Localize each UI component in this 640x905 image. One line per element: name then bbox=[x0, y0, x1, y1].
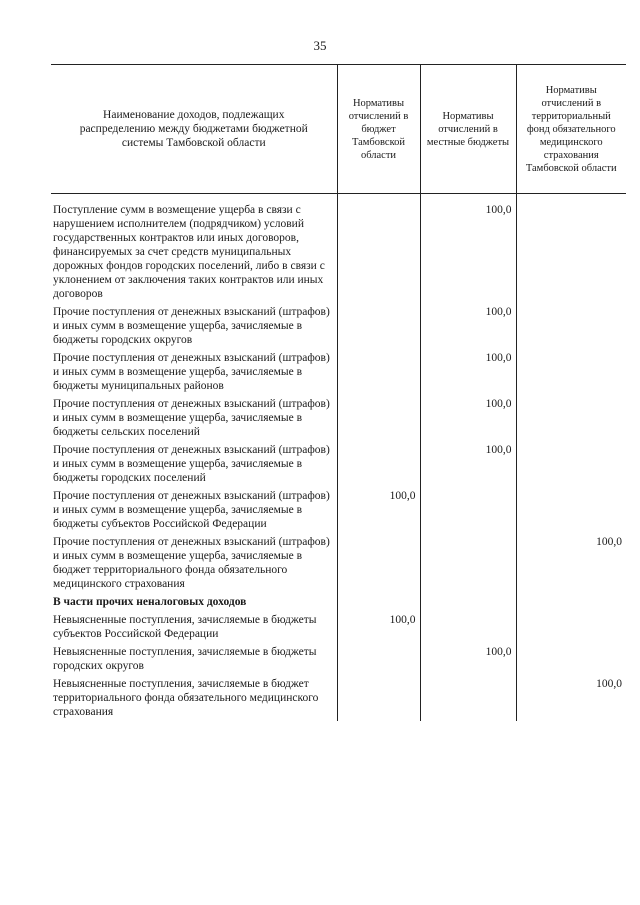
fund-norm-cell bbox=[516, 305, 626, 351]
table-row bbox=[51, 443, 626, 489]
revenue-name-cell: Невыясненные поступления, зачисляемые в бюджеты субъектов Российской Федерации bbox=[53, 614, 317, 640]
fund-norm-cell bbox=[516, 397, 626, 443]
local-norm-cell: 100,0 bbox=[420, 397, 516, 443]
revenue-name-cell: Прочие поступления от денежных взысканий (штрафов) и иных сумм в возмещение ущерба, зачисляемые в бюджет территориального фонда обязательного медицинского страхования bbox=[53, 536, 330, 590]
regional-norm-cell bbox=[337, 194, 420, 306]
regional-norm-cell bbox=[337, 645, 420, 677]
local-norm-cell: 100,0 bbox=[420, 351, 516, 397]
fund-norm-cell bbox=[516, 489, 626, 535]
fund-norm-cell bbox=[516, 351, 626, 397]
table-row bbox=[51, 194, 626, 306]
table-header bbox=[51, 65, 626, 194]
regional-norm-cell bbox=[337, 595, 420, 613]
local-norm-cell bbox=[420, 535, 516, 595]
fund-norm-cell bbox=[516, 194, 626, 306]
local-norm-cell: 100,0 bbox=[420, 443, 516, 489]
regional-norm-cell bbox=[337, 535, 420, 595]
regional-norm-cell bbox=[337, 677, 420, 721]
revenue-name-cell: Прочие поступления от денежных взысканий (штрафов) и иных сумм в возмещение ущерба, зачисляемые в бюджеты субъектов Российской Федерации bbox=[53, 490, 330, 530]
revenue-name-cell: Прочие поступления от денежных взысканий (штрафов) и иных сумм в возмещение ущерба, зачисляемые в бюджеты городских округов bbox=[53, 306, 330, 346]
table-row bbox=[51, 489, 626, 535]
revenue-norms-table bbox=[51, 64, 626, 721]
revenue-name-cell: Поступление сумм в возмещение ущерба в связи с нарушением исполнителем (подрядчиком) условий государственных контрактов или иных договоров, финансируемых за счет средств муниципальных дорожных фондов городских поселений, либо в связи с уклонением от заключения таких контрактов или иных договоров bbox=[53, 204, 325, 300]
revenue-name-cell: Прочие поступления от денежных взысканий (штрафов) и иных сумм в возмещение ущерба, зачисляемые в бюджеты сельских поселений bbox=[53, 398, 330, 438]
revenue-name-cell: Невыясненные поступления, зачисляемые в бюджет территориального фонда обязательного медицинского страхования bbox=[53, 678, 319, 718]
regional-norm-cell bbox=[337, 305, 420, 351]
table-row bbox=[51, 645, 626, 677]
header-local-budgets: Нормативы отчислений в местные бюджеты bbox=[420, 65, 516, 194]
header-row bbox=[51, 65, 626, 194]
local-norm-cell bbox=[420, 595, 516, 613]
local-norm-cell bbox=[420, 677, 516, 721]
fund-norm-cell: 100,0 bbox=[516, 677, 626, 721]
local-norm-cell: 100,0 bbox=[420, 645, 516, 677]
fund-norm-cell bbox=[516, 595, 626, 613]
local-norm-cell: 100,0 bbox=[420, 194, 516, 306]
regional-norm-cell bbox=[337, 351, 420, 397]
table-row bbox=[51, 397, 626, 443]
table-row bbox=[51, 305, 626, 351]
regional-norm-cell: 100,0 bbox=[337, 489, 420, 535]
table-row bbox=[51, 535, 626, 595]
table-body bbox=[51, 194, 626, 722]
section-row bbox=[51, 595, 626, 613]
table-row bbox=[51, 677, 626, 721]
page-number: 35 bbox=[313, 38, 327, 53]
header-medical-insurance-fund: Нормативы отчислений в территориальный фонд обязательного медицинского страхования Тамбовской области bbox=[516, 65, 626, 194]
table-row bbox=[51, 351, 626, 397]
revenue-name-cell: Прочие поступления от денежных взысканий (штрафов) и иных сумм в возмещение ущерба, зачисляемые в бюджеты городских поселений bbox=[53, 444, 330, 484]
fund-norm-cell: 100,0 bbox=[516, 535, 626, 595]
revenue-name-cell: Невыясненные поступления, зачисляемые в бюджеты городских округов bbox=[53, 646, 317, 672]
local-norm-cell: 100,0 bbox=[420, 305, 516, 351]
table-row bbox=[51, 613, 626, 645]
fund-norm-cell bbox=[516, 645, 626, 677]
section-heading: В части прочих неналоговых доходов bbox=[53, 596, 247, 608]
fund-norm-cell bbox=[516, 443, 626, 489]
header-revenue-name: Наименование доходов, подлежащих распределению между бюджетами бюджетной системы Тамбовской области bbox=[51, 65, 337, 194]
regional-norm-cell: 100,0 bbox=[337, 613, 420, 645]
local-norm-cell bbox=[420, 489, 516, 535]
regional-norm-cell bbox=[337, 397, 420, 443]
revenue-name-cell: Прочие поступления от денежных взысканий (штрафов) и иных сумм в возмещение ущерба, зачисляемые в бюджеты муниципальных районов bbox=[53, 352, 330, 392]
regional-norm-cell bbox=[337, 443, 420, 489]
header-regional-budget: Нормативы отчислений в бюджет Тамбовской области bbox=[337, 65, 420, 194]
fund-norm-cell bbox=[516, 613, 626, 645]
local-norm-cell bbox=[420, 613, 516, 645]
